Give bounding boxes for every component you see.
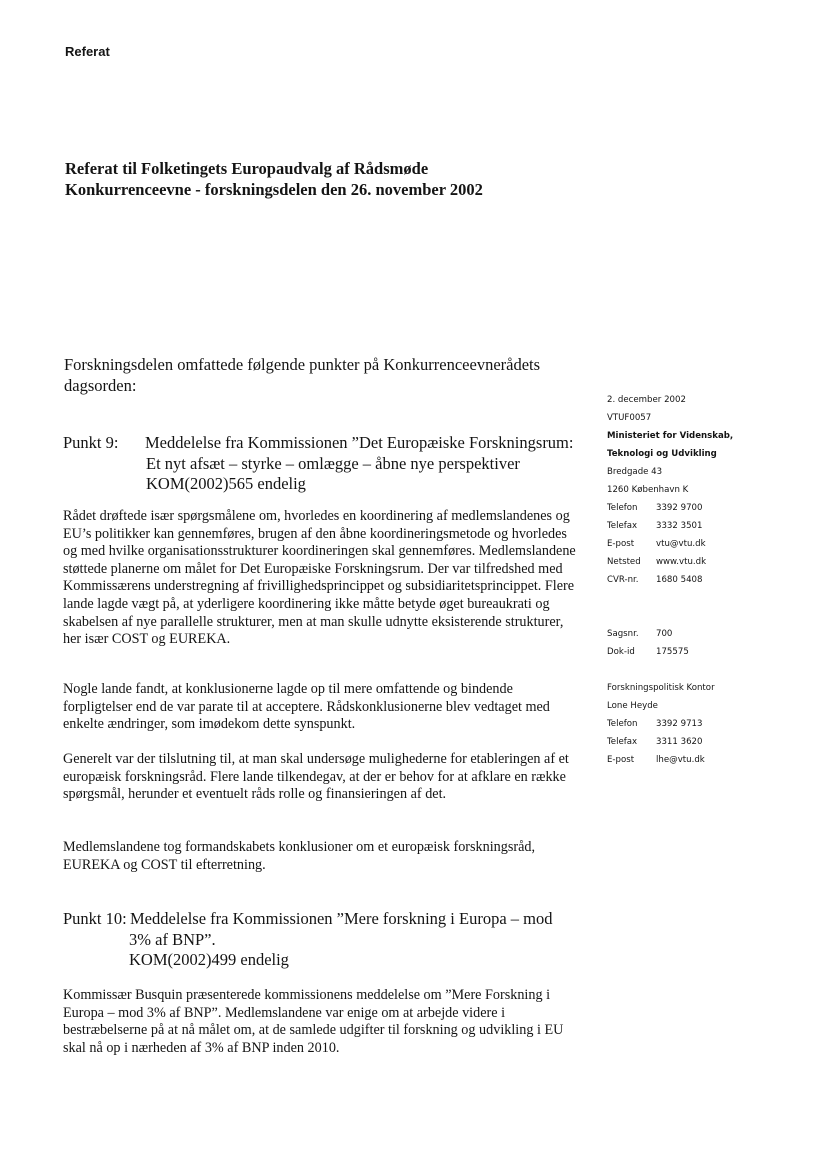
sender-sidebar [607,391,807,769]
agenda-item-heading-continued [63,930,603,971]
ministry-name: Teknologi og Udvikling [607,449,717,459]
contact-value: 1680 5408 [656,575,703,585]
contact-value: 3392 9713 [656,719,703,729]
contact-label: Telefax [607,521,638,531]
case-value: 700 [656,629,673,639]
agenda-item-number: Punkt 10: [63,909,127,928]
contact-value: lhe@vtu.dk [656,755,705,765]
agenda-item-heading-line: Meddelelse fra Kommissionen ”Mere forskning i Europa – mod [130,909,553,928]
paragraph: Nogle lande fandt, at konklusionerne lagde op til mere omfattende og bindende forpligtelser end de var parate til at acceptere. Rådskonklusionerne blev vedtaget med enkelte ændringer, som imødekom dette synspunkt. [63,681,550,733]
agenda-item-number: Punkt 9: [63,433,119,452]
agenda-item-heading-line: Et nyt afsæt – styrke – omlægge – åbne nye perspektiver [146,453,520,473]
contact-row [607,535,807,553]
address-city: 1260 København K [607,485,689,495]
contact-label: Netsted [607,557,641,567]
contact-label: E-post [607,539,635,549]
office-contact-row [607,751,807,769]
paragraph: Kommissær Busquin præsenterede kommissionens meddelelse om ”Mere Forskning i Europa – mod 3% af BNP”. Medlemslandene var enige om at arbejde videre i bestræbelserne på at nå målet om, at de samlede udgifter til forskning og udvikling i EU skal nå op i nærheden af 3% af BNP inden 2010. [63,987,564,1056]
case-row [607,625,807,643]
address-street: Bredgade 43 [607,467,663,477]
paragraph: Medlemslandene tog formandskabets konklusioner om et europæisk forskningsråd, EUREKA og COST til efterretning. [63,839,536,873]
agenda-item-reference: KOM(2002)499 endelig [129,950,289,969]
agenda-item-10 [63,909,603,971]
contact-row [607,499,807,517]
document-type-label: Referat [65,44,110,59]
ministry-name: Ministeriet for Videnskab, [607,431,734,441]
agenda-item-9 [63,433,603,495]
office-contact-row [607,733,807,751]
contact-label: Telefon [607,503,638,513]
intro-text: Forskningsdelen omfattede følgende punkter på Konkurrenceevnerådets dagsorden: [64,355,541,395]
agenda-item-heading-line: 3% af BNP”. [129,929,216,949]
case-label: Sagsnr. [607,629,639,639]
agenda-item-heading [130,909,603,930]
contact-value: 3311 3620 [656,737,703,747]
paragraph: Generelt var der tilslutning til, at man skal undersøge mulighederne for etableringen af et europæisk forskningsråd. Flere lande tilkendegav, at der er behov for at afklare en række spørgsmål, herunder et eventuelt råds rolle og finansieringen af det. [63,751,569,803]
contact-row [607,553,807,571]
contact-value: vtu@vtu.dk [656,539,706,549]
title-line-1: Referat til Folketingets Europaudvalg af Rådsmøde [65,159,429,178]
contact-label: CVR-nr. [607,575,639,585]
case-value: 175575 [656,647,689,657]
paragraph: Rådet drøftede især spørgsmålene om, hvorledes en koordinering af medlemslandenes og EU’s politikker kan gennemføres, brugen af den åbne koordineringsmetode og hvorledes og med hvilke organisationsstrukturer koordineringen skal gennemføres. Medlemslandene støttede planerne om målet for Det Europæiske Forskningsrum. Der var tilfredshed med Kommissærens understregning af frivillighedsprincippet og subsidiaritetsprincippet. Flere lande lagde vægt på, at yderligere koordinering ikke måtte betyde øget bureaukrati og skabelsen af nye parallelle strukturer, men at man skulle udnytte eksisterende strukturer, her især COST og EUREKA. [63,508,576,648]
contact-row [607,571,807,589]
title-line-2: Konkurrenceevne - forskningsdelen den 26. november 2002 [65,180,483,199]
document-reference: VTUF0057 [607,413,652,423]
office-contact-row [607,715,807,733]
case-label: Dok-id [607,647,635,657]
contact-label: E-post [607,755,635,765]
office-name: Forskningspolitisk Kontor [607,683,715,693]
contact-person: Lone Heyde [607,701,658,711]
contact-value: 3392 9700 [656,503,703,513]
contact-label: Telefax [607,737,638,747]
agenda-item-heading-line: Meddelelse fra Kommissionen ”Det Europæiske Forskningsrum: [145,433,574,452]
agenda-item-heading [145,433,603,495]
case-row [607,643,807,661]
agenda-item-reference: KOM(2002)565 endelig [146,474,306,493]
contact-value: www.vtu.dk [656,557,707,567]
document-title [65,158,585,200]
contact-value: 3332 3501 [656,521,703,531]
contact-label: Telefon [607,719,638,729]
contact-row [607,517,807,535]
document-date: 2. december 2002 [607,395,686,405]
